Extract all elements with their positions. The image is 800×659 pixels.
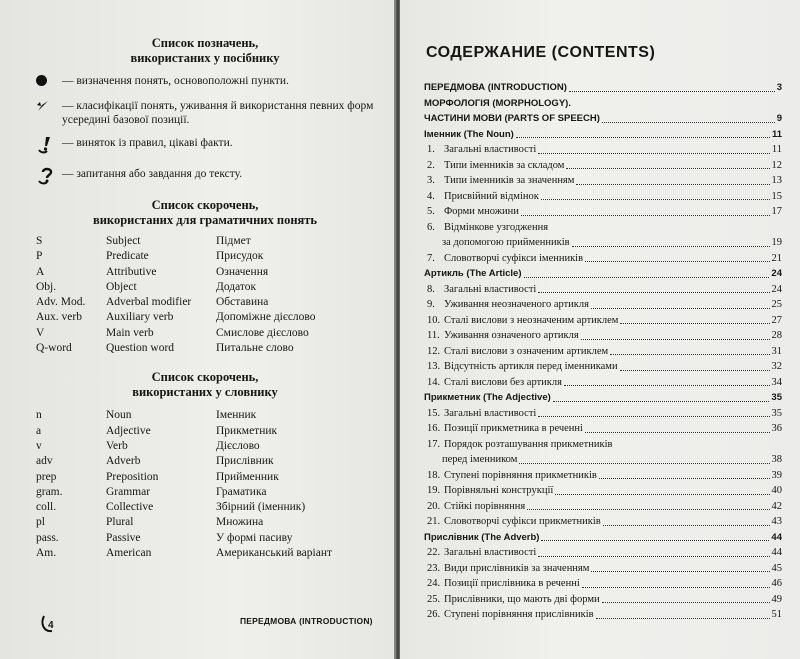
legend-text: — запитання або завдання до тексту. [62, 168, 243, 180]
toc-page-number: 39 [771, 469, 782, 481]
toc-entry[interactable] [424, 514, 782, 530]
abbreviation: coll. [36, 501, 57, 514]
english-term: Object [106, 280, 137, 293]
toc-entry-text: Загальні властивості [444, 144, 537, 155]
abbreviation-row [36, 515, 374, 530]
toc-page-number: 31 [771, 345, 782, 357]
toc-entry-number: 5. [427, 206, 435, 217]
toc-entry[interactable] [424, 452, 782, 468]
abbreviation-row [36, 326, 374, 341]
abbreviation-row [36, 408, 374, 423]
toc-page-number: 27 [771, 314, 782, 326]
toc-entry[interactable] [424, 344, 782, 360]
toc-leader-dots [538, 416, 769, 417]
english-term: Adverb [106, 455, 141, 468]
toc-page-number: 38 [771, 454, 782, 465]
toc-entry-number: 17. [427, 438, 441, 450]
abbreviation-row [36, 485, 374, 500]
running-footer: ПЕРЕДМОВА (INTRODUCTION) [240, 616, 373, 626]
toc-entry-text: Сталі вислови з неозначеним артиклем [444, 314, 619, 326]
toc-leader-dots [538, 556, 769, 557]
english-term: Verb [106, 439, 128, 452]
toc-entry-number: 15. [427, 407, 441, 419]
toc-entry-number: 10. [427, 314, 441, 326]
grammar-abbreviations-section [36, 198, 374, 356]
toc-page-number: 24 [771, 283, 782, 295]
toc-entry-number: 16. [427, 423, 441, 434]
toc-page-number: 13 [771, 175, 782, 186]
english-term: Subject [106, 235, 141, 247]
toc-entry-label [427, 328, 579, 344]
toc-entry-number: 11. [427, 330, 440, 341]
english-term: Collective [106, 501, 154, 514]
toc-entry-label [427, 282, 536, 298]
toc-entry-text: Позиції прислівника в реченні [444, 578, 580, 589]
ukrainian-term: Означення [216, 265, 269, 278]
toc-leader-dots [541, 199, 770, 200]
toc-leader-dots [538, 153, 770, 154]
grammar-abbreviation-table [36, 234, 374, 356]
toc-leader-dots [599, 478, 770, 479]
legend-text: — виняток із правил, цікаві факти. [62, 137, 233, 149]
english-term: Plural [106, 516, 134, 529]
toc-leader-dots [564, 385, 770, 386]
toc-entry[interactable] [424, 235, 782, 251]
toc-entry[interactable] [424, 437, 782, 453]
toc-leader-dots [524, 277, 770, 278]
toc-page-number: 21 [771, 252, 782, 264]
toc-entry[interactable] [424, 127, 782, 143]
abbreviation: v [36, 439, 42, 452]
exclamation-icon [36, 136, 62, 158]
abbreviation-row [36, 454, 374, 469]
ukrainian-term: Підмет [216, 235, 251, 247]
toc-entry[interactable] [424, 359, 782, 375]
toc-entry-text: Ступені порівняння прикметників [444, 469, 597, 481]
toc-entry[interactable] [424, 592, 782, 608]
toc-entry-label [427, 189, 539, 205]
toc-entry-text: Порядок розташування прикметників [444, 438, 613, 450]
toc-leader-dots [569, 91, 775, 92]
abbreviation-row [36, 424, 374, 439]
toc-leader-dots [610, 354, 769, 355]
toc-entry[interactable] [424, 80, 782, 96]
legend-heading [36, 36, 374, 66]
toc-entry[interactable] [424, 561, 782, 577]
ukrainian-term: У формі пасиву [216, 531, 293, 544]
toc-entry-number: 14. [427, 376, 441, 388]
grammar-heading-line: Список скорочень, [151, 198, 259, 212]
toc-page-number: 24 [771, 268, 782, 279]
toc-leader-dots [620, 370, 770, 371]
toc-page-number: 28 [771, 330, 782, 341]
abbreviation-row [36, 546, 374, 561]
toc-page-number: 17 [771, 206, 782, 217]
toc-entry-text: МОРФОЛОГІЯ (MORPHOLOGY). [424, 97, 571, 109]
toc-page-number: 9 [776, 113, 782, 124]
abbreviation: prep [36, 470, 57, 483]
toc-page-number: 45 [771, 562, 782, 574]
toc-entry-text: ЧАСТИНИ МОВИ (PARTS OF SPEECH) [424, 113, 600, 124]
toc-entry-text: Артикль (The Article) [424, 268, 522, 279]
legend-heading-line: Список позначень, [151, 36, 259, 50]
legend-text: — визначення понять, основоположні пункти. [62, 75, 289, 87]
abbreviation: adv [36, 455, 53, 468]
abbreviation: Am. [36, 547, 57, 560]
abbreviation-row [36, 310, 374, 325]
toc-page-number: 19 [771, 237, 782, 248]
abbreviation: Q-word [36, 342, 72, 355]
toc-page-number: 40 [771, 485, 782, 496]
toc-entry-label [427, 545, 536, 561]
english-term: Adverbal modifier [106, 296, 192, 309]
abbreviation: S [36, 235, 43, 247]
abbreviation: n [36, 409, 42, 422]
legend-list [36, 74, 374, 189]
toc-entry-label [424, 80, 567, 96]
toc-entry[interactable] [424, 390, 782, 406]
toc-entry[interactable] [424, 173, 782, 189]
toc-entry-text: Типи іменників за складом [444, 159, 565, 171]
ukrainian-term: Обставина [216, 296, 269, 309]
toc-entry[interactable] [424, 96, 782, 112]
toc-entry-label [427, 499, 525, 515]
toc-entry-label [424, 127, 514, 143]
toc-leader-dots [581, 339, 770, 340]
toc-entry-text: Відсутність артикля перед іменниками [444, 361, 618, 372]
legend-item [36, 99, 374, 127]
toc-entry-label [424, 266, 522, 282]
toc-leader-dots [602, 122, 775, 123]
english-term: Auxiliary verb [106, 311, 174, 324]
toc-entry-label [427, 204, 519, 220]
toc-entry[interactable] [424, 607, 782, 623]
toc-leader-dots [576, 184, 769, 185]
toc-entry-text: ПЕРЕДМОВА (INTRODUCTION) [424, 82, 567, 93]
ukrainian-term: Граматика [216, 485, 267, 498]
toc-leader-dots [591, 571, 769, 572]
abbreviation-row [36, 265, 374, 280]
toc-entry[interactable] [424, 282, 782, 298]
toc-entry-number: 13. [427, 361, 441, 372]
toc-leader-dots [538, 292, 769, 293]
ukrainian-term: Американський варіант [216, 547, 332, 560]
dictionary-abbreviations-section [36, 370, 374, 561]
english-term: Grammar [106, 485, 151, 498]
toc-page-number: 35 [771, 407, 782, 419]
toc-entry-number: 18. [427, 469, 441, 481]
abbreviation: A [36, 265, 45, 278]
toc-entry-number: 25. [427, 593, 441, 605]
toc-entry-number: 7. [427, 252, 435, 264]
toc-entry-text: Прислівник (The Adverb) [424, 531, 540, 543]
page-corner-ornament-icon [40, 612, 72, 634]
toc-entry-number: 8. [427, 283, 435, 295]
toc-page-number: 44 [771, 547, 782, 558]
toc-entry-label [427, 437, 612, 453]
toc-leader-dots [603, 525, 770, 526]
toc-entry-number: 4. [427, 190, 435, 202]
toc-entry-label [427, 592, 600, 608]
toc-entry-label [427, 158, 564, 174]
abbreviation: P [36, 250, 43, 263]
ukrainian-term: Смислове дієслово [216, 326, 309, 339]
dictionary-heading-line: використаних у словнику [132, 385, 278, 400]
ukrainian-term: Множина [216, 516, 264, 529]
toc-entry-number: 24. [427, 578, 441, 589]
legend-heading-line: використаних у посібнику [130, 51, 280, 65]
toc-entry-text: перед іменником [442, 454, 518, 465]
abbreviation: a [36, 424, 42, 437]
toc-entry-text: Уживання неозначеного артикля [444, 299, 589, 310]
toc-entry-label [442, 452, 517, 468]
toc-page-number: 35 [771, 392, 782, 403]
english-term: Passive [106, 531, 141, 544]
toc-entry-number: 20. [427, 500, 441, 512]
toc-entry-label [424, 111, 600, 127]
toc-entry-number: 9. [427, 299, 435, 310]
toc-entry-label [427, 251, 583, 267]
toc-entry-label [424, 96, 571, 112]
legend-text: — класифікації понять, уживання й використання певних форм усередині базової позиції. [62, 100, 374, 126]
toc-page-number: 36 [771, 423, 782, 434]
toc-leader-dots [602, 602, 770, 603]
toc-page-number: 51 [771, 609, 782, 620]
toc-entry-text: Типи іменників за значенням [444, 175, 575, 186]
toc-leader-dots [596, 618, 770, 619]
toc-entry-number: 22. [427, 547, 441, 558]
toc-entry[interactable] [424, 375, 782, 391]
toc-page-number: 3 [776, 82, 782, 93]
abbreviation: Obj. [36, 280, 57, 293]
toc-page-number: 46 [771, 578, 782, 589]
toc-entry[interactable] [424, 158, 782, 174]
page-number: 4 [48, 620, 54, 631]
toc-entry-text: Загальні властивості [444, 547, 537, 558]
toc-leader-dots [516, 137, 770, 138]
toc-leader-dots [527, 509, 769, 510]
toc-entry[interactable] [424, 142, 782, 158]
toc-page-number: 12 [771, 159, 782, 171]
toc-entry-label [427, 344, 608, 360]
toc-entry-label [442, 235, 570, 251]
contents-title: СОДЕРЖАНИЕ (CONTENTS) [426, 44, 656, 61]
abbreviation: gram. [36, 485, 63, 498]
toc-entry-text: Загальні властивості [444, 283, 537, 295]
english-term: Noun [106, 409, 132, 422]
toc-leader-dots [519, 463, 769, 464]
toc-entry[interactable] [424, 328, 782, 344]
abbreviation: V [36, 326, 45, 339]
toc-entry-label [424, 390, 551, 406]
toc-entry-text: Порівняльні конструкції [444, 485, 554, 496]
toc-entry[interactable] [424, 297, 782, 313]
toc-entry-label [427, 483, 553, 499]
toc-entry-text: Присвійний відмінок [444, 190, 539, 202]
ukrainian-term: Допоміжне дієслово [216, 311, 316, 324]
toc-entry-label [427, 514, 601, 530]
toc-entry-text: Види прислівників за значенням [444, 562, 590, 574]
toc-entry-label [427, 607, 594, 623]
toc-entry[interactable] [424, 576, 782, 592]
toc-leader-dots [585, 261, 769, 262]
abbreviation: pass. [36, 531, 59, 544]
toc-entry-text: Словотворчі суфікси іменників [444, 252, 584, 264]
toc-entry-label [427, 173, 574, 189]
toc-entry[interactable] [424, 421, 782, 437]
abbreviation-row [36, 341, 374, 356]
toc-entry-text: Уживання означеного артикля [444, 330, 579, 341]
toc-entry-label [427, 561, 589, 577]
ukrainian-term: Збірний (іменник) [216, 501, 306, 514]
toc-entry-label [427, 220, 548, 236]
abbreviation: Aux. verb [36, 311, 82, 324]
abbreviation-row [36, 500, 374, 515]
toc-entry[interactable] [424, 266, 782, 282]
toc-entry-text: Іменник (The Noun) [424, 128, 514, 140]
question-icon [36, 167, 62, 189]
ukrainian-term: Дієслово [216, 439, 260, 452]
toc-entry[interactable] [424, 220, 782, 236]
toc-leader-dots [582, 587, 770, 588]
grammar-heading [36, 198, 374, 228]
toc-entry-number: 12. [427, 345, 441, 357]
toc-entry[interactable] [424, 313, 782, 329]
toc-entry-number: 6. [427, 221, 435, 233]
toc-entry-number: 19. [427, 485, 441, 496]
toc-entry-number: 1. [427, 144, 435, 155]
toc-entry[interactable] [424, 406, 782, 422]
check-arrow-icon [36, 99, 62, 117]
toc-entry-text: Прислівники, що мають дві форми [444, 593, 600, 605]
toc-entry-text: Форми множини [444, 206, 519, 217]
toc-page-number: 44 [771, 531, 782, 543]
toc-leader-dots [566, 168, 769, 169]
legend-item [36, 167, 374, 189]
ukrainian-term: Прикметник [216, 424, 278, 437]
toc-leader-dots [553, 401, 770, 402]
toc-entry-text: Загальні властивості [444, 407, 537, 419]
left-page [0, 0, 396, 659]
toc-entry-number: 21. [427, 516, 441, 527]
toc-entry-number: 3. [427, 175, 435, 186]
toc-page-number: 43 [771, 516, 782, 527]
english-term: Question word [106, 342, 175, 355]
abbreviation: Adv. Mod. [36, 296, 86, 309]
toc-entry[interactable] [424, 545, 782, 561]
toc-page-number: 34 [771, 376, 782, 388]
abbreviation-row [36, 439, 374, 454]
toc-entry[interactable] [424, 499, 782, 515]
toc-page-number: 49 [771, 593, 782, 605]
toc-page-number: 32 [771, 361, 782, 372]
ukrainian-term: Питальне слово [216, 342, 294, 355]
ukrainian-term: Іменник [216, 409, 257, 422]
bullet-dot-icon [36, 74, 62, 90]
toc-entry-number: 26. [427, 609, 441, 620]
english-term: Preposition [106, 470, 159, 483]
toc-leader-dots [555, 494, 769, 495]
toc-entry-number: 2. [427, 159, 435, 171]
legend-item [36, 74, 374, 90]
toc-entry[interactable] [424, 111, 782, 127]
toc-entry-label [427, 576, 580, 592]
toc-entry-text: Відмінкове узгодження [444, 221, 549, 233]
toc-entry-label [424, 530, 539, 546]
ukrainian-term: Прийменник [216, 470, 279, 483]
toc-entry[interactable] [424, 530, 782, 546]
toc-entry-label [427, 468, 597, 484]
toc-entry[interactable] [424, 204, 782, 220]
toc-entry-text: Сталі вислови з означеним артиклем [444, 345, 609, 357]
toc-page-number: 42 [771, 500, 782, 512]
english-term: Adjective [106, 424, 151, 437]
toc-entry-label [427, 297, 589, 313]
toc-entry-label [427, 313, 618, 329]
english-term: American [106, 547, 152, 560]
abbreviation-row [36, 234, 374, 249]
toc-page-number: 25 [771, 299, 782, 310]
toc-entry-text: Позиції прикметника в реченні [444, 423, 583, 434]
dictionary-heading [36, 370, 374, 400]
toc-entry-text: Стійкі порівняння [444, 500, 526, 512]
toc-entry-text: Прикметник (The Adjective) [424, 392, 551, 403]
toc-entry-text: Сталі вислови без артикля [444, 376, 562, 388]
abbreviation-row [36, 531, 374, 546]
toc-entry-label [427, 142, 536, 158]
toc-entry-text: Словотворчі суфікси прикметників [444, 516, 601, 527]
toc-leader-dots [541, 540, 769, 541]
toc-entry-label [427, 375, 562, 391]
toc-leader-dots [572, 246, 770, 247]
english-term: Predicate [106, 250, 149, 263]
toc-leader-dots [620, 323, 769, 324]
dictionary-abbreviation-table [36, 408, 374, 561]
toc-entry-number: 23. [427, 562, 441, 574]
abbreviation-row [36, 280, 374, 295]
ukrainian-term: Прислівник [216, 455, 274, 468]
toc-entry[interactable] [424, 251, 782, 267]
toc-entry-label [427, 421, 583, 437]
grammar-heading-line: використаних для граматичних понять [92, 213, 318, 227]
toc-entry[interactable] [424, 189, 782, 205]
toc-entry[interactable] [424, 468, 782, 484]
toc-page-number: 15 [771, 190, 782, 202]
toc-page-number: 11 [771, 128, 782, 140]
abbreviation-row [36, 295, 374, 310]
toc-entry-text: за допомогою прийменників [442, 237, 570, 248]
english-term: Main verb [106, 326, 154, 339]
english-term: Attributive [106, 265, 157, 278]
table-of-contents [424, 80, 782, 623]
dictionary-heading-line: Список скорочень, [151, 370, 259, 385]
toc-entry[interactable] [424, 483, 782, 499]
toc-page-number: 11 [771, 144, 782, 155]
toc-leader-dots [585, 432, 770, 433]
ukrainian-term: Присудок [216, 250, 264, 263]
toc-entry-text: Ступені порівняння прислівників [444, 609, 594, 620]
toc-entry-label [427, 359, 618, 375]
abbreviation: pl [36, 516, 45, 529]
legend-item [36, 136, 374, 158]
toc-entry-label [427, 406, 536, 422]
abbreviation-row [36, 470, 374, 485]
toc-leader-dots [521, 215, 770, 216]
abbreviation-row [36, 249, 374, 264]
toc-leader-dots [591, 308, 770, 309]
ukrainian-term: Додаток [216, 280, 257, 293]
